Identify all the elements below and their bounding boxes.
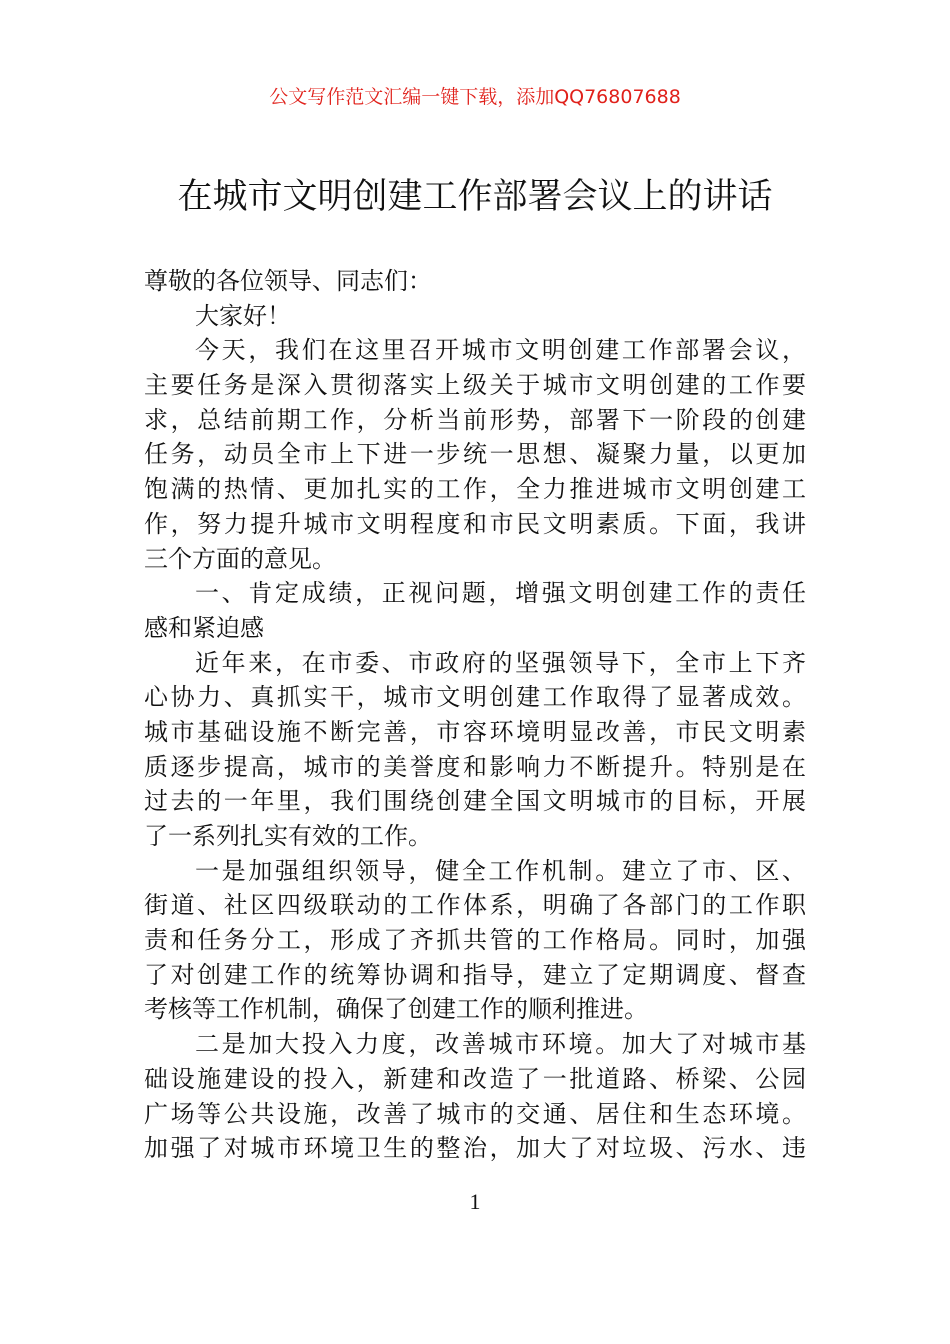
text-line: 主要任务是深入贯彻落实上级关于城市文明创建的工作要: [144, 371, 806, 400]
text-line: 考核等工作机制，确保了创建工作的顺利推进。: [144, 995, 648, 1024]
text-line: 尊敬的各位领导、同志们：: [144, 267, 432, 295]
text-line: 心协力、真抓实干，城市文明创建工作取得了显著成效。: [144, 683, 806, 712]
text-line: 质逐步提高，城市的美誉度和影响力不断提升。特别是在: [144, 752, 806, 781]
text-line: 础设施建设的投入，新建和改造了一批道路、桥梁、公园: [144, 1064, 806, 1093]
paragraph: [144, 299, 806, 334]
text-line: 任务，动员全市上下进一步统一思想、凝聚力量，以更加: [144, 440, 806, 469]
text-line: 责和任务分工，形成了齐抓共管的工作格局。同时，加强: [144, 926, 806, 955]
paragraph: [144, 264, 806, 299]
paragraph: [144, 333, 806, 576]
text-line: 过去的一年里，我们围绕创建全国文明城市的目标，开展: [144, 787, 806, 816]
paragraph: [144, 854, 806, 1027]
text-line: 加强了对城市环境卫生的整治，加大了对垃圾、污水、违: [144, 1134, 806, 1163]
text-line: 近年来，在市委、市政府的坚强领导下，全市上下齐: [195, 648, 806, 677]
document-body: [144, 264, 806, 1166]
text-line: 了对创建工作的统筹协调和指导，建立了定期调度、督查: [144, 960, 806, 989]
text-line: 三个方面的意见。: [144, 544, 336, 573]
text-line: 饱满的热情、更加扎实的工作，全力推进城市文明创建工: [144, 475, 806, 504]
text-line: 作，努力提升城市文明程度和市民文明素质。下面，我讲: [144, 509, 806, 538]
text-line: 今天，我们在这里召开城市文明创建工作部署会议，: [195, 336, 806, 365]
paragraph: [144, 1027, 806, 1166]
paragraph: [144, 576, 806, 645]
document-title: 在城市文明创建工作部署会议上的讲话: [177, 177, 773, 217]
text-line: 二是加大投入力度，改善城市环境。加大了对城市基: [195, 1030, 806, 1059]
text-line: 城市基础设施不断完善，市容环境明显改善，市民文明素: [144, 717, 806, 746]
text-line: 求，总结前期工作，分析当前形势，部署下一阶段的创建: [144, 405, 806, 434]
text-line: 广场等公共设施，改善了城市的交通、居住和生态环境。: [144, 1099, 806, 1128]
page-number: 1: [469, 1189, 481, 1214]
text-line: 感和紧迫感: [144, 613, 264, 642]
text-line: 了一系列扎实有效的工作。: [144, 822, 432, 850]
text-line: 一、肯定成绩，正视问题，增强文明创建工作的责任: [195, 579, 806, 608]
paragraph: [144, 646, 806, 854]
text-line: 大家好！: [195, 301, 291, 330]
text-line: 街道、社区四级联动的工作体系，明确了各部门的工作职: [144, 891, 806, 920]
download-banner: 公文写作范文汇编一键下载，添加QQ76807688: [269, 86, 681, 108]
text-line: 一是加强组织领导，健全工作机制。建立了市、区、: [195, 856, 806, 885]
